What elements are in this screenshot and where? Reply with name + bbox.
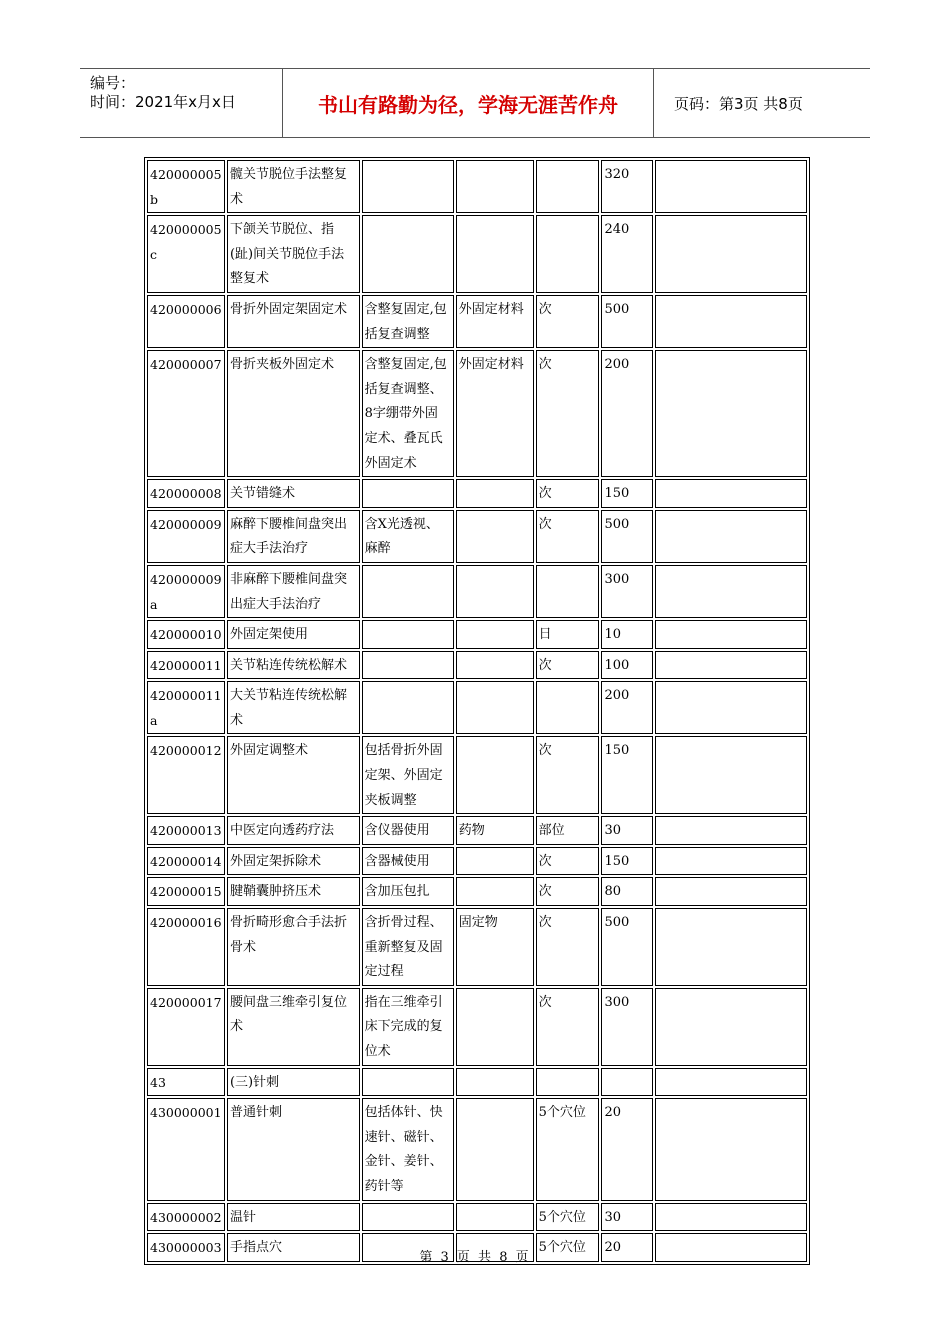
page-number-label: 页码：第3页 共8页 <box>674 94 803 113</box>
cell-name: 骨折外固定架固定术 <box>227 295 360 348</box>
table-row <box>147 908 807 986</box>
cell-code: 420000012 <box>147 736 225 814</box>
cell-unit: 次 <box>536 988 600 1066</box>
cell-content: 含折骨过程、重新整复及固定过程 <box>362 908 454 986</box>
cell-code: 430000003 <box>147 1233 225 1262</box>
fee-table-container <box>144 157 810 1265</box>
cell-note <box>655 1068 807 1097</box>
time-label: 时间：2021年x月x日 <box>90 93 236 111</box>
cell-excluded <box>456 1203 534 1232</box>
cell-unit: 次 <box>536 736 600 814</box>
cell-content <box>362 681 454 734</box>
cell-note <box>655 816 807 845</box>
cell-note <box>655 651 807 680</box>
cell-excluded <box>456 651 534 680</box>
cell-price: 20 <box>601 1098 653 1200</box>
cell-name: 腱鞘囊肿挤压术 <box>227 877 360 906</box>
cell-price: 150 <box>601 847 653 876</box>
cell-note <box>655 681 807 734</box>
cell-price: 320 <box>601 160 653 213</box>
cell-code: 420000009a <box>147 565 225 618</box>
cell-price: 30 <box>601 816 653 845</box>
cell-unit: 次 <box>536 510 600 563</box>
cell-price: 20 <box>601 1233 653 1262</box>
cell-code: 420000005c <box>147 215 225 293</box>
cell-content <box>362 160 454 213</box>
cell-note <box>655 295 807 348</box>
cell-name: (三)针刺 <box>227 1068 360 1097</box>
cell-code: 420000015 <box>147 877 225 906</box>
fee-table <box>144 157 810 1265</box>
cell-note <box>655 565 807 618</box>
cell-excluded <box>456 877 534 906</box>
cell-unit: 5个穴位 <box>536 1098 600 1200</box>
cell-price: 80 <box>601 877 653 906</box>
cell-unit <box>536 565 600 618</box>
cell-note <box>655 736 807 814</box>
cell-unit: 次 <box>536 295 600 348</box>
cell-unit <box>536 1068 600 1097</box>
cell-price: 240 <box>601 215 653 293</box>
cell-content: 包括体针、快速针、磁针、金针、姜针、药针等 <box>362 1098 454 1200</box>
cell-code: 420000007 <box>147 350 225 477</box>
cell-content: 含X光透视、麻醉 <box>362 510 454 563</box>
cell-excluded <box>456 1068 534 1097</box>
cell-code: 430000001 <box>147 1098 225 1200</box>
cell-name: 骨折夹板外固定术 <box>227 350 360 477</box>
cell-note <box>655 215 807 293</box>
cell-note <box>655 510 807 563</box>
table-row <box>147 816 807 845</box>
cell-code: 420000017 <box>147 988 225 1066</box>
cell-price: 150 <box>601 479 653 508</box>
cell-name: 外固定调整术 <box>227 736 360 814</box>
cell-unit <box>536 681 600 734</box>
cell-content: 含加压包扎 <box>362 877 454 906</box>
cell-excluded <box>456 620 534 649</box>
number-label: 编号： <box>90 74 136 92</box>
cell-code: 420000011 <box>147 651 225 680</box>
cell-code: 43 <box>147 1068 225 1097</box>
cell-price: 10 <box>601 620 653 649</box>
table-row <box>147 1068 807 1097</box>
cell-name: 温针 <box>227 1203 360 1232</box>
table-row <box>147 988 807 1066</box>
cell-unit: 次 <box>536 479 600 508</box>
cell-unit: 次 <box>536 908 600 986</box>
cell-unit: 次 <box>536 350 600 477</box>
table-row <box>147 510 807 563</box>
cell-price: 500 <box>601 510 653 563</box>
cell-unit: 日 <box>536 620 600 649</box>
table-row <box>147 350 807 477</box>
table-row <box>147 479 807 508</box>
cell-excluded <box>456 1098 534 1200</box>
cell-excluded: 外固定材料 <box>456 350 534 477</box>
cell-note <box>655 847 807 876</box>
cell-name: 腰间盘三维牵引复位术 <box>227 988 360 1066</box>
cell-name: 中医定向透药疗法 <box>227 816 360 845</box>
cell-content <box>362 1203 454 1232</box>
cell-note <box>655 1203 807 1232</box>
cell-excluded <box>456 681 534 734</box>
cell-code: 420000008 <box>147 479 225 508</box>
cell-price: 200 <box>601 681 653 734</box>
cell-unit <box>536 160 600 213</box>
cell-name: 外固定架拆除术 <box>227 847 360 876</box>
page-footer: 第 3 页 共 8 页 <box>419 1250 531 1265</box>
cell-note <box>655 877 807 906</box>
cell-unit: 次 <box>536 847 600 876</box>
cell-name: 非麻醉下腰椎间盘突出症大手法治疗 <box>227 565 360 618</box>
cell-code: 420000014 <box>147 847 225 876</box>
cell-code: 420000010 <box>147 620 225 649</box>
cell-name: 髋关节脱位手法整复术 <box>227 160 360 213</box>
table-row <box>147 295 807 348</box>
cell-price: 150 <box>601 736 653 814</box>
cell-content <box>362 215 454 293</box>
cell-excluded: 固定物 <box>456 908 534 986</box>
cell-content: 含仪器使用 <box>362 816 454 845</box>
cell-code: 430000002 <box>147 1203 225 1232</box>
cell-excluded: 外固定材料 <box>456 295 534 348</box>
cell-note <box>655 908 807 986</box>
cell-excluded <box>456 479 534 508</box>
cell-content: 包括骨折外固定架、外固定夹板调整 <box>362 736 454 814</box>
table-row <box>147 620 807 649</box>
cell-name: 关节粘连传统松解术 <box>227 651 360 680</box>
cell-unit: 次 <box>536 651 600 680</box>
cell-excluded <box>456 565 534 618</box>
header-meta <box>80 69 283 137</box>
cell-content <box>362 565 454 618</box>
cell-name: 骨折畸形愈合手法折骨术 <box>227 908 360 986</box>
cell-name: 大关节粘连传统松解术 <box>227 681 360 734</box>
cell-code: 420000006 <box>147 295 225 348</box>
cell-name: 下颌关节脱位、指(趾)间关节脱位手法整复术 <box>227 215 360 293</box>
cell-note <box>655 160 807 213</box>
cell-content <box>362 1068 454 1097</box>
cell-excluded <box>456 215 534 293</box>
cell-code: 420000005b <box>147 160 225 213</box>
cell-content: 含整复固定,包括复查调整、8字绷带外固定术、叠瓦氏外固定术 <box>362 350 454 477</box>
table-row <box>147 1098 807 1200</box>
cell-excluded <box>456 847 534 876</box>
cell-code: 420000009 <box>147 510 225 563</box>
cell-content <box>362 651 454 680</box>
cell-unit: 次 <box>536 877 600 906</box>
cell-content <box>362 620 454 649</box>
cell-content: 含器械使用 <box>362 847 454 876</box>
cell-price: 100 <box>601 651 653 680</box>
cell-price: 200 <box>601 350 653 477</box>
header-motto: 书山有路勤为径，学海无涯苦作舟 <box>283 69 654 137</box>
cell-name: 外固定架使用 <box>227 620 360 649</box>
cell-unit: 5个穴位 <box>536 1233 600 1262</box>
cell-unit <box>536 215 600 293</box>
cell-excluded <box>456 988 534 1066</box>
cell-name: 手指点穴 <box>227 1233 360 1262</box>
cell-note <box>655 1098 807 1200</box>
table-row <box>147 160 807 213</box>
table-row <box>147 736 807 814</box>
table-row <box>147 651 807 680</box>
cell-note <box>655 620 807 649</box>
cell-unit: 部位 <box>536 816 600 845</box>
cell-name: 麻醉下腰椎间盘突出症大手法治疗 <box>227 510 360 563</box>
cell-price <box>601 1068 653 1097</box>
cell-excluded <box>456 160 534 213</box>
cell-excluded: 药物 <box>456 816 534 845</box>
cell-excluded <box>456 736 534 814</box>
table-row <box>147 681 807 734</box>
cell-content: 指在三维牵引床下完成的复位术 <box>362 988 454 1066</box>
fee-table-body <box>147 160 807 1262</box>
cell-price: 30 <box>601 1203 653 1232</box>
cell-excluded <box>456 510 534 563</box>
cell-name: 关节错缝术 <box>227 479 360 508</box>
table-row <box>147 877 807 906</box>
table-row <box>147 847 807 876</box>
table-row <box>147 565 807 618</box>
cell-code: 420000011a <box>147 681 225 734</box>
cell-unit: 5个穴位 <box>536 1203 600 1232</box>
cell-price: 300 <box>601 988 653 1066</box>
page-header <box>80 68 870 138</box>
table-row <box>147 1203 807 1232</box>
cell-content: 含整复固定,包括复查调整 <box>362 295 454 348</box>
cell-content <box>362 479 454 508</box>
header-page-label <box>664 69 870 137</box>
cell-code: 420000013 <box>147 816 225 845</box>
cell-note <box>655 350 807 477</box>
cell-price: 500 <box>601 908 653 986</box>
cell-name: 普通针刺 <box>227 1098 360 1200</box>
cell-note <box>655 988 807 1066</box>
table-row <box>147 215 807 293</box>
cell-price: 500 <box>601 295 653 348</box>
cell-price: 300 <box>601 565 653 618</box>
cell-code: 420000016 <box>147 908 225 986</box>
cell-note <box>655 479 807 508</box>
